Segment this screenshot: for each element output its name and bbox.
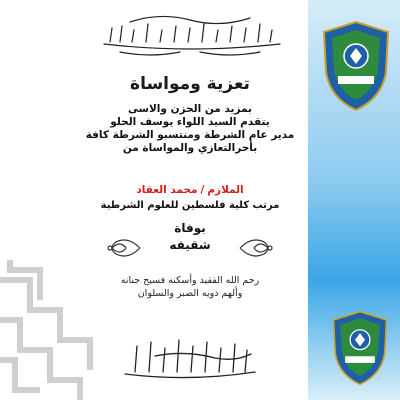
message-line-4: بأحرالتعازي والمواساة من — [122, 142, 258, 154]
recipient-name: محمد العقاد — [136, 184, 198, 196]
message-line-3: مدير عام الشرطة ومنتسبو الشرطة كافة — [85, 129, 295, 141]
ornament-right-icon — [238, 234, 274, 262]
inna-lillah-calligraphy-icon — [115, 332, 265, 382]
death-label: بوفاة — [174, 221, 206, 235]
condolence-message — [54, 103, 326, 155]
recipient-role: مرتب كلية فلسطين للعلوم الشرطية — [100, 200, 280, 211]
bismillah-calligraphy-icon — [90, 8, 290, 62]
police-emblem-icon — [320, 20, 392, 112]
relation-banner — [100, 232, 280, 264]
message-line-1: بمزيد من الحزن والاسى — [128, 103, 252, 115]
deceased-relation: شقيقه — [169, 238, 211, 252]
rank-separator: / — [200, 184, 205, 196]
page-title: تعزية ومواساة — [130, 74, 250, 94]
recipient-rank: الملازم — [207, 184, 244, 196]
message-line-2: يتقدم السيد اللواء يوسف الحلو — [110, 116, 270, 128]
police-emblem-icon — [330, 310, 390, 386]
recipient-name-line — [54, 184, 326, 196]
prayer-line-2: وألهم ذويه الصبر والسلوان — [137, 288, 243, 299]
prayer-text — [54, 274, 326, 300]
prayer-line-1: رحم الله الفقيد وأسكنه فسيح جنانه — [120, 275, 260, 286]
